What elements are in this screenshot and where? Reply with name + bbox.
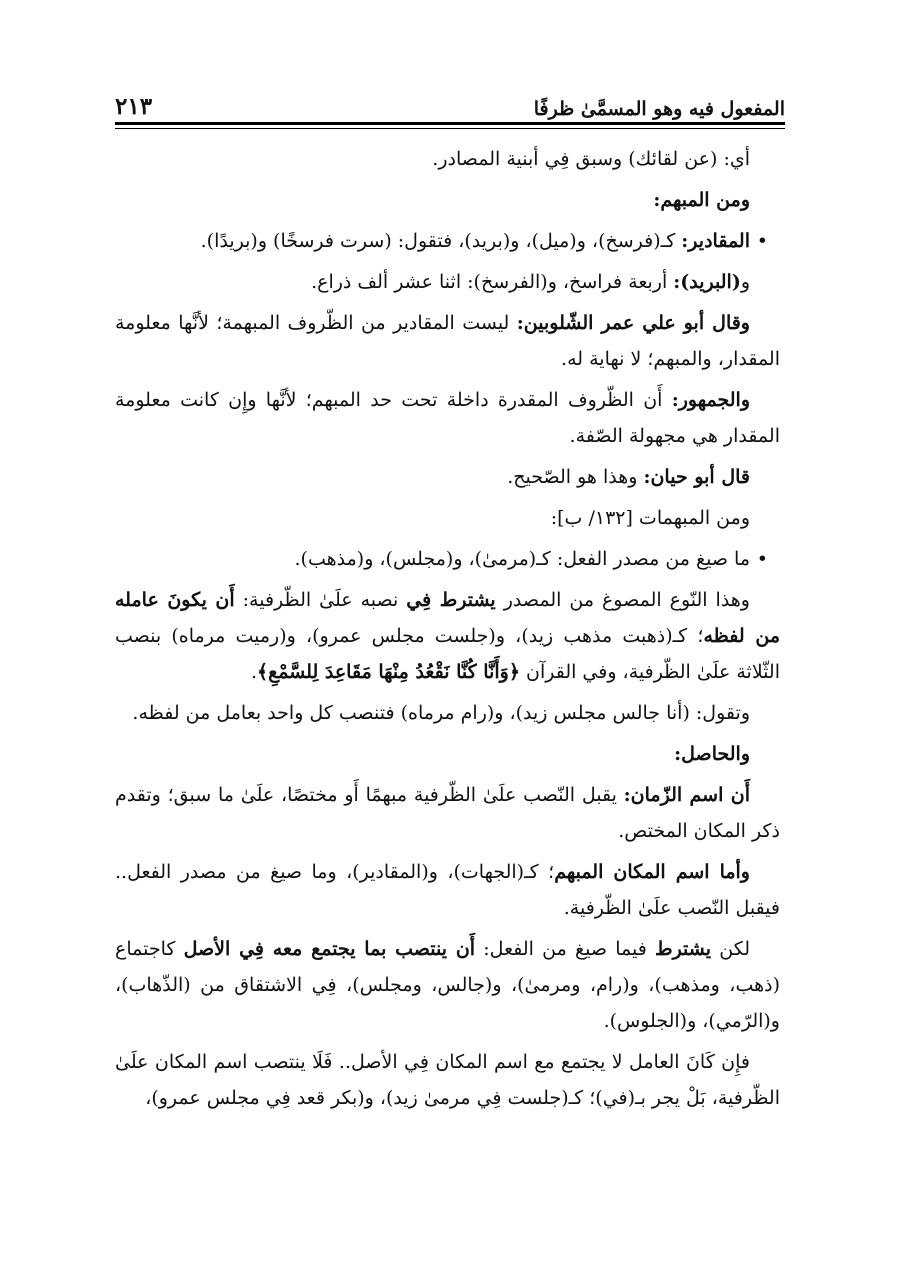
bold-term: يشترط <box>655 938 712 960</box>
paragraph <box>115 264 780 300</box>
text: و <box>740 271 750 293</box>
bold-term: أَن ينتصب بما يجتمع معه فِي الأصل <box>183 938 476 960</box>
bold-term: أَن يكونَ عامله من لفظه <box>115 589 780 647</box>
paragraph <box>115 382 780 454</box>
quran-quote: ﴿وَأَنَّا كُنَّا نَقْعُدُ مِنْهَا مَقَاعِدَ لِلسَّمْعِ﴾ <box>257 661 520 683</box>
bold-term: وأما اسم المكان المبهم <box>554 861 750 883</box>
text: لكن <box>711 938 750 960</box>
bullet-item <box>115 541 780 577</box>
text: . <box>250 661 257 683</box>
bullet-icon: • <box>756 230 768 252</box>
text: ؛ كـ(ذهبت مذهب زيد)، و(جلست مجلس عمرو)، و(رميت مرماه) بنصب الثّلاثة علَىٰ الظّرفية، وفي القرآن <box>115 625 780 683</box>
text: أي: (عن لقائك) وسبق فِي أبنية المصادر. <box>432 148 750 170</box>
paragraph <box>115 777 780 849</box>
text: كاجتماع (ذهب، ومذهب)، و(رام، ومرمىٰ)، و(جالس، ومجلس)، فِي الاشتقاق من (الذّهاب)، و(الرّمي)، و(الجلوس). <box>115 938 780 1032</box>
paragraph <box>115 695 780 731</box>
paragraph <box>115 141 780 177</box>
paragraph <box>115 500 780 536</box>
heading-text: والحاصل: <box>674 743 750 765</box>
running-title: المفعول فيه وهو المسمَّىٰ ظرفًا <box>533 98 785 120</box>
paragraph <box>115 854 780 926</box>
paragraph <box>115 459 780 495</box>
paragraph <box>115 182 780 218</box>
bullet-icon: • <box>756 548 768 570</box>
page-body <box>115 141 780 1121</box>
page-header <box>115 80 785 120</box>
text: ما صيغ من مصدر الفعل: كـ(مرمىٰ)، و(مجلس)، و(مذهب). <box>294 548 750 570</box>
text: وهذا النّوع المصوغ من المصدر <box>495 589 750 611</box>
text: وهذا هو الصّحيح. <box>507 466 644 488</box>
paragraph <box>115 305 780 377</box>
bold-term: والجمهور: <box>671 389 750 411</box>
text: ومن المبهمات [١٣٢/ ب]: <box>550 507 750 529</box>
text: أربعة فراسخ، و(الفرسخ): اثنا عشر ألف ذراع. <box>311 271 674 293</box>
text: وتقول: (أنا جالس مجلس زيد)، و(رام مرماه) فتنصب كل واحد بعامل من لفظه. <box>132 702 750 724</box>
text: أَن الظّروف المقدرة داخلة تحت حد المبهم؛ لأنَّها وإِن كانت معلومة المقدار هي مجهولة الصّفة. <box>115 389 780 447</box>
heading-text: ومن المبهم: <box>653 189 750 211</box>
bold-term: المقادير: <box>681 230 750 252</box>
bullet-item <box>115 223 780 259</box>
text: ليست المقادير من الظّروف المبهمة؛ لأنَّها معلومة المقدار، والمبهم؛ لا نهاية له. <box>115 312 780 370</box>
bold-term: يشترط فِي <box>406 589 496 611</box>
text: فإِن كَانَ العامل لا يجتمع مع اسم المكان فِي الأصل.. فَلَا ينتصب اسم المكان علَىٰ الظّرفية، بَلْ يجر بـ(في)؛ كـ(جلست فِي مرمىٰ زيد)، و(بكر قعد فِي مجلس عمرو)، <box>115 1051 780 1109</box>
text: كـ(فرسخ)، و(ميل)، و(بريد)، فتقول: (سرت فرسخًا) و(بريدًا). <box>200 230 682 252</box>
bold-term: (البريد): <box>673 271 741 293</box>
text: نصبه علَىٰ الظّرفية: <box>234 589 407 611</box>
page-number: ٢١٣ <box>115 93 153 120</box>
bold-term: قال أبو حيان: <box>643 466 750 488</box>
bold-term: وقال أبو علي عمر الشّلوبين: <box>516 312 750 334</box>
header-rule-thin <box>115 128 785 129</box>
header-rule-thick <box>115 122 785 125</box>
bold-term: أَن اسم الزّمان: <box>623 784 750 806</box>
text: يقبل النّصب علَىٰ الظّرفية مبهمًا أَو مختصًا، علَىٰ ما سبق؛ وتقدم ذكر المكان المختص. <box>115 784 780 842</box>
text: ؛ كـ(الجهات)، و(المقادير)، وما صيغ من مصدر الفعل.. فيقبل النّصب علَىٰ الظّرفية. <box>115 861 780 919</box>
paragraph <box>115 736 780 772</box>
paragraph <box>115 1044 780 1116</box>
paragraph <box>115 931 780 1039</box>
text: فيما صيغ من الفعل: <box>475 938 655 960</box>
paragraph <box>115 582 780 690</box>
